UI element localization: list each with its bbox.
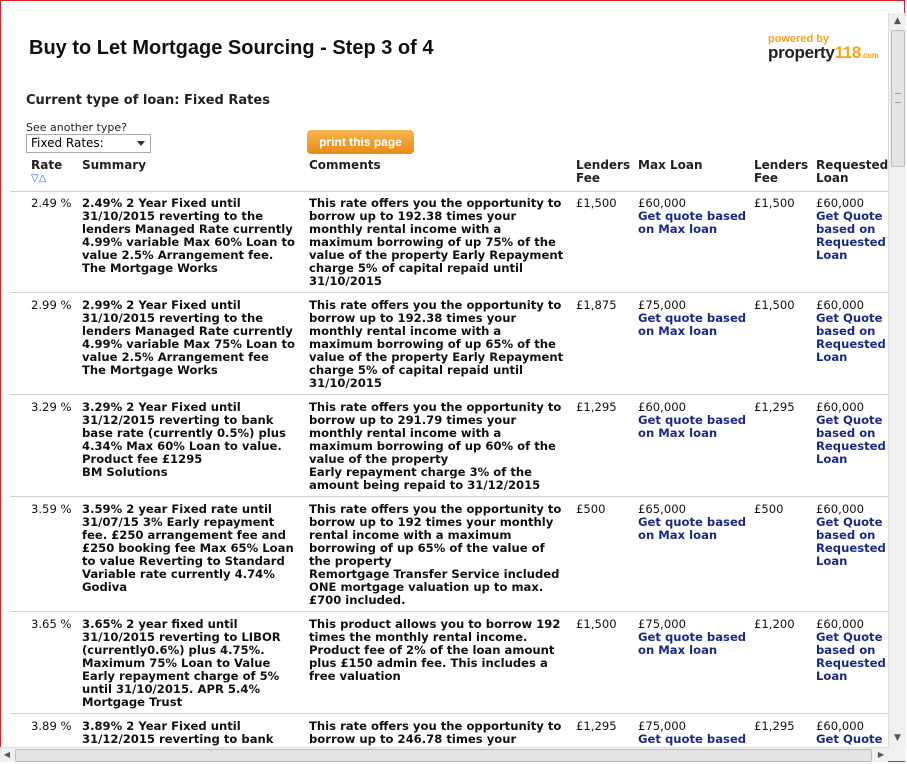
lenders-fee-2-cell: £1,295 <box>754 400 795 414</box>
rate-cell: 3.65 % <box>31 617 72 631</box>
loan-type-select-value: Fixed Rates: <box>31 136 104 150</box>
lenders-fee-2-cell: £1,295 <box>754 719 795 733</box>
horizontal-scroll-thumb[interactable] <box>15 749 872 762</box>
max-loan-cell: £75,000 Get quote based <box>638 720 750 746</box>
summary-cell: 3.29% 2 Year Fixed until 31/12/2015 reverting to bank base rate (currently 0.5%) plus 4.34% Max 60% Loan to value. Product fee £1295 BM Solutions <box>82 400 286 479</box>
table-row <box>10 612 888 714</box>
quote-max-loan-link[interactable]: Get quote based on Max loan <box>638 413 747 440</box>
quote-requested-loan-link[interactable]: Get Quote based on Requested Loan <box>816 311 886 364</box>
scroll-up-icon[interactable]: ▲ <box>894 16 901 26</box>
quote-requested-loan-link[interactable]: Get Quote based on Requested Loan <box>816 515 886 568</box>
quote-requested-loan-link[interactable]: Get Quote <box>816 732 883 746</box>
max-loan-cell: £60,000 Get quote based on Max loan <box>638 401 750 440</box>
print-page-button[interactable]: print this page <box>307 130 414 154</box>
requested-loan-cell: £60,000 Get Quote based on Requested Loan <box>816 197 888 262</box>
column-max-loan: Max Loan <box>638 158 703 172</box>
table-row <box>10 293 888 395</box>
requested-loan-cell: £60,000 Get Quote based on Requested Loan <box>816 618 888 683</box>
requested-loan-cell: £60,000 Get Quote based on Requested Loan <box>816 503 888 568</box>
column-summary: Summary <box>82 158 147 172</box>
quote-max-loan-link[interactable]: Get quote based <box>638 732 747 746</box>
rate-cell: 3.29 % <box>31 400 72 414</box>
see-another-label: See another type? <box>26 121 127 134</box>
results-table-header <box>10 158 888 192</box>
quote-requested-loan-link[interactable]: Get Quote based on Requested Loan <box>816 209 886 262</box>
max-loan-cell: £65,000 Get quote based on Max loan <box>638 503 750 542</box>
grip-icon <box>895 93 901 103</box>
vertical-scroll-thumb[interactable] <box>891 30 905 167</box>
table-row <box>10 714 888 747</box>
quote-requested-loan-link[interactable]: Get Quote based on Requested Loan <box>816 413 886 466</box>
brand-name: property118.com <box>768 43 879 62</box>
summary-cell: 3.65% 2 year fixed until 31/10/2015 reverting to LIBOR (currently0.6%) plus 4.75%. Maximum 75% Loan to Value Early repayment charge of 5% until 31/10/2015. APR 5.4% Mortgage Trust <box>82 617 281 709</box>
requested-loan-cell: £60,000 Get Quote based on Requested Loan <box>816 299 888 364</box>
quote-max-loan-link[interactable]: Get quote based on Max loan <box>638 515 747 542</box>
chevron-down-icon <box>137 141 145 146</box>
vertical-scrollbar[interactable] <box>888 13 906 747</box>
brand-logo[interactable] <box>768 33 879 63</box>
summary-cell: 2.49% 2 Year Fixed until 31/10/2015 reverting to the lenders Managed Rate currently 4.99% variable Max 60% Loan to value 2.5% Arrangement fee. The Mortgage Works <box>82 196 295 275</box>
lenders-fee-2-cell: £1,500 <box>754 196 795 210</box>
table-row <box>10 395 888 497</box>
comments-cell: This rate offers you the opportunity to borrow up to 192 times your monthly rental income with a maximum borrowing of up 65% of the value of the property Remortgage Transfer Service included ONE mortgage valuation up to max. £700 included. <box>309 502 562 607</box>
rate-cell: 2.99 % <box>31 298 72 312</box>
quote-max-loan-link[interactable]: Get quote based on Max loan <box>638 630 747 657</box>
lenders-fee-2-cell: £1,200 <box>754 617 795 631</box>
comments-cell: This rate offers you the opportunity to borrow up to 291.79 times your monthly rental income with a maximum borrowing of up 60% of the value of the property Early repayment charge 3% of the amount being repaid to 31/12/2015 <box>309 400 562 492</box>
column-requested-loan: Requested Loan <box>816 158 888 185</box>
lenders-fee-2-cell: £1,500 <box>754 298 795 312</box>
current-loan-type: Current type of loan: Fixed Rates <box>26 93 270 108</box>
max-loan-cell: £60,000 Get quote based on Max loan <box>638 197 750 236</box>
scroll-left-icon[interactable]: ◀ <box>3 750 11 759</box>
comments-cell: This product allows you to borrow 192 times the monthly rental income. Product fee of 2% of the loan amount plus £150 admin fee. This includes a free valuation <box>309 617 561 683</box>
table-row <box>10 191 888 293</box>
lenders-fee-2-cell: £500 <box>754 502 784 516</box>
sort-arrows-icon[interactable]: ▽△ <box>31 173 47 184</box>
lenders-fee-cell: £1,500 <box>576 617 617 631</box>
loan-type-select[interactable] <box>26 134 151 153</box>
column-lenders-fee: Lenders Fee <box>576 158 631 185</box>
lenders-fee-cell: £500 <box>576 502 606 516</box>
comments-cell: This rate offers you the opportunity to borrow up to 192.38 times your monthly rental income with a maximum borrowing of up 65% of the value of the property Early Repayment charge 5% of capital repaid until 31/10/2015 <box>309 298 564 390</box>
scrollbar-corner <box>888 747 905 761</box>
requested-loan-cell: £60,000 Get Quote <box>816 720 888 746</box>
rate-cell: 3.89 % <box>31 719 72 733</box>
summary-cell: 3.89% 2 Year Fixed until 31/12/2015 reverting to bank <box>82 719 274 746</box>
horizontal-scrollbar[interactable] <box>0 747 888 762</box>
rate-cell: 2.49 % <box>31 196 72 210</box>
column-comments: Comments <box>309 158 381 172</box>
comments-cell: This rate offers you the opportunity to borrow up to 192.38 times your monthly rental income with a maximum borrowing of up 75% of the value of the property Early Repayment charge 5% of capital repaid until 31/10/2015 <box>309 196 564 288</box>
max-loan-cell: £75,000 Get quote based on Max loan <box>638 299 750 338</box>
table-row <box>10 497 888 612</box>
scroll-down-icon[interactable]: ▼ <box>894 733 901 743</box>
content-panel <box>10 13 888 747</box>
quote-requested-loan-link[interactable]: Get Quote based on Requested Loan <box>816 630 886 683</box>
quote-max-loan-link[interactable]: Get quote based on Max loan <box>638 311 747 338</box>
summary-cell: 2.99% 2 Year Fixed until 31/10/2015 reverting to the lenders Managed Rate currently 4.99% variable Max 75% Loan to value 2.5% Arrangement fee The Mortgage Works <box>82 298 295 377</box>
scroll-right-icon[interactable]: ▶ <box>877 750 885 759</box>
column-rate[interactable]: Rate ▽△ <box>31 158 63 184</box>
results-table-body <box>10 191 888 747</box>
lenders-fee-cell: £1,295 <box>576 719 617 733</box>
lenders-fee-cell: £1,295 <box>576 400 617 414</box>
lenders-fee-cell: £1,875 <box>576 298 617 312</box>
requested-loan-cell: £60,000 Get Quote based on Requested Loan <box>816 401 888 466</box>
quote-max-loan-link[interactable]: Get quote based on Max loan <box>638 209 747 236</box>
brand-powered-by: powered by <box>768 33 830 45</box>
rate-cell: 3.59 % <box>31 502 72 516</box>
lenders-fee-cell: £1,500 <box>576 196 617 210</box>
page-title: Buy to Let Mortgage Sourcing - Step 3 of 4 <box>29 37 434 59</box>
max-loan-cell: £75,000 Get quote based on Max loan <box>638 618 750 657</box>
column-lenders-fee-2: Lenders Fee <box>754 158 809 185</box>
comments-cell: This rate offers you the opportunity to borrow up to 246.78 times your <box>309 719 562 746</box>
summary-cell: 3.59% 2 year Fixed rate until 31/07/15 3% Early repayment fee. £250 arrangement fee and £250 booking fee Max 65% Loan to value Reverting to Standard Variable rate currently 4.74% Godiva <box>82 502 294 594</box>
